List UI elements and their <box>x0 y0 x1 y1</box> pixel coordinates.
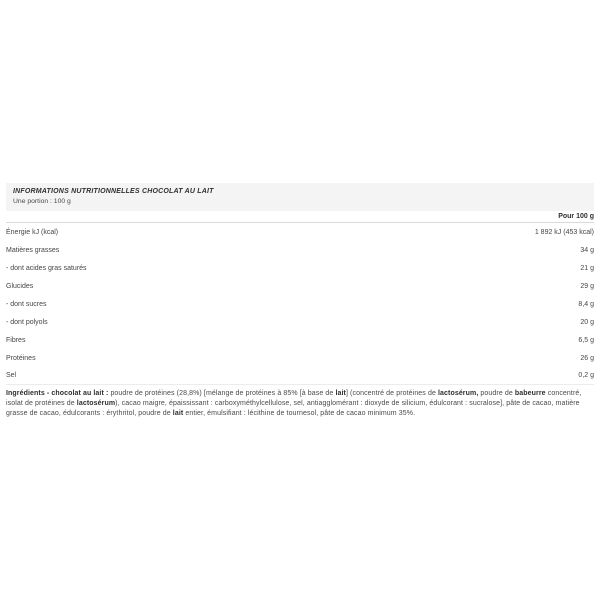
table-row-sugars <box>6 295 594 313</box>
nutrient-value: 29 g <box>580 282 594 290</box>
nutrition-table <box>6 211 594 385</box>
nutrition-header <box>6 183 594 211</box>
nutrient-label: - dont polyols <box>6 318 48 326</box>
ingredient-term-bold: lait <box>335 390 346 397</box>
portion-size: Une portion : 100 g <box>13 198 71 205</box>
column-header-row <box>6 211 594 223</box>
ingredient-term-bold: Ingrédients - chocolat au lait : <box>6 390 111 397</box>
ingredient-text-segment: poudre de <box>478 390 515 397</box>
ingredient-text-segment: concentré, isolat de protéines de <box>6 390 582 407</box>
nutrient-label: Glucides <box>6 282 34 290</box>
ingredient-term-bold: lactosérum, <box>437 390 479 397</box>
ingredient-term-bold: lactosérum <box>76 400 116 407</box>
nutrient-value: 0,2 g <box>578 372 594 379</box>
table-row-salt <box>6 367 594 385</box>
ingredient-text-segment: ] (concentré de protéines de <box>345 390 438 397</box>
nutrient-label: Matières grasses <box>6 246 60 254</box>
nutrient-value: 34 g <box>580 246 594 254</box>
ingredient-term-bold: lait <box>172 410 184 417</box>
table-row-polyols <box>6 313 594 331</box>
nutrient-label: - dont acides gras saturés <box>6 264 87 272</box>
nutrition-panel <box>6 183 594 419</box>
nutrient-label: Sel <box>6 372 17 379</box>
nutrient-value: 8,4 g <box>578 300 594 308</box>
nutrition-title: INFORMATIONS NUTRITIONNELLES CHOCOLAT AU LAIT <box>13 188 214 195</box>
nutrient-label: Fibres <box>6 336 26 344</box>
table-row-protein <box>6 349 594 367</box>
nutrient-value: 1 892 kJ (453 kcal) <box>534 228 594 236</box>
nutrient-value: 6,5 g <box>578 336 594 344</box>
table-row-saturated-fat <box>6 259 594 277</box>
nutrient-label: - dont sucres <box>6 300 47 308</box>
nutrient-value: 20 g <box>580 318 594 326</box>
table-row-fiber <box>6 331 594 349</box>
nutrient-value: 21 g <box>580 264 594 272</box>
table-row-carbohydrates <box>6 277 594 295</box>
ingredients-text <box>6 389 594 419</box>
table-row-fat <box>6 241 594 259</box>
ingredient-text-segment: poudre de protéines (28,8%) [mélange de protéines à 85% [à base de <box>110 390 336 397</box>
nutrient-value: 26 g <box>580 354 594 362</box>
table-row-energy <box>6 223 594 241</box>
ingredient-term-bold: babeurre <box>514 390 546 397</box>
column-header-per-100g: Pour 100 g <box>558 213 594 220</box>
ingredient-text-segment: ), cacao maigre, épaississant : carboxyméthylcellulose, sel, antiagglomérant : dioxyde de silicium, édulcorant : sucralose], pâte de cacao, matière grasse de cacao, édulcorants : érythritol, poudre de <box>6 400 580 417</box>
nutrient-label: Énergie kJ (kcal) <box>6 228 59 236</box>
nutrient-label: Protéines <box>6 354 36 362</box>
ingredient-text-segment: entier, émulsifiant : lécithine de tournesol, pâte de cacao minimum 35%. <box>183 410 416 417</box>
